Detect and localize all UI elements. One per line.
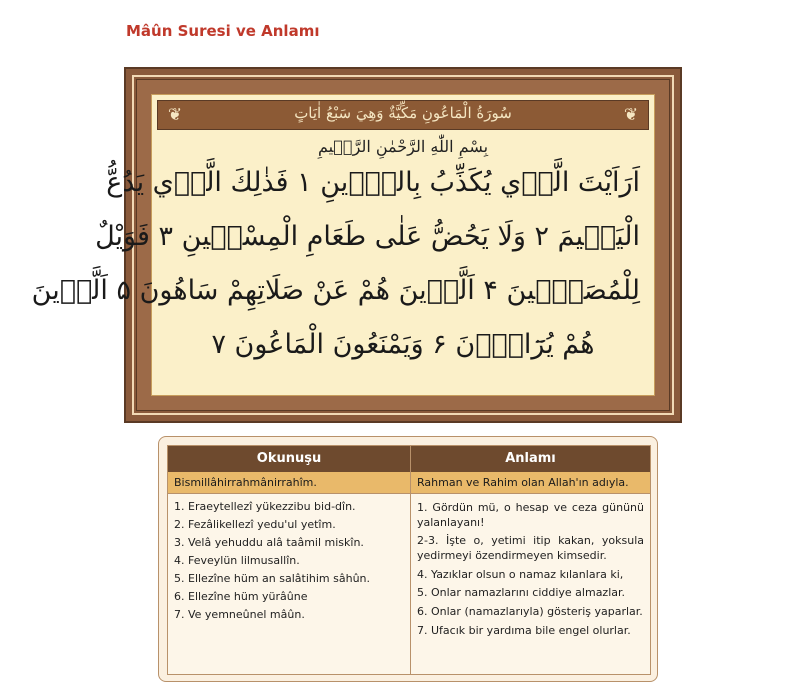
translation-table (167, 445, 651, 675)
reading-row: 6. Ellezîne hüm yürâûne (174, 590, 308, 603)
sura-header-text: سُورَةُ الْمَاعُونِ مَكِّيَّةٌ وَهِيَ سَبْعُ اٰيَاتٍ (294, 104, 512, 122)
reading-column (168, 446, 411, 674)
reading-list (168, 494, 410, 624)
verse-line-3: لِلْمُصَلّ۪ينَ ۴ اَلَّذ۪ينَ هُمْ عَنْ صَلَاتِهِمْ سَاهُونَ ۵ اَلَّذ۪ينَ (31, 275, 640, 306)
basmala: بِسْمِ اللّٰهِ الرَّحْمٰنِ الرَّح۪يمِ (317, 137, 489, 156)
meaning-row: 5. Onlar namazlarını ciddiye almazlar. (417, 586, 626, 599)
verse-line-4: هُمْ يُرَٓاؤُ۫نَ ۶ وَيَمْنَعُونَ الْمَاعُونَ ۷ (211, 329, 595, 360)
meaning-row: 7. Ufacık bir yardıma bile engel olurlar. (417, 624, 631, 637)
meaning-column (411, 446, 650, 674)
sura-frame (31, 67, 682, 423)
page-title: Mâûn Suresi ve Anlamı (126, 22, 320, 40)
meaning-list (411, 494, 650, 640)
ornament-icon: ❦ (623, 105, 639, 125)
translation-table-card (158, 436, 658, 682)
sura-header-band (157, 100, 649, 130)
reading-row: 7. Ve yemneûnel mâûn. (174, 608, 305, 621)
meaning-row: 2-3. İşte o, yetimi itip kakan, yoksula yedirmeyi özendirmeyen kimsedir. (417, 534, 644, 562)
sura-parchment (31, 94, 655, 396)
meaning-header: Anlamı (411, 446, 650, 472)
reading-row: 4. Feveylün lilmusallîn. (174, 554, 300, 567)
reading-row: 5. Ellezîne hüm an salâtihim sâhûn. (174, 572, 371, 585)
meaning-row: 4. Yazıklar olsun o namaz kılanlara ki, (417, 568, 624, 581)
reading-basmala: Bismillâhirrahmânirrahîm. (168, 472, 410, 494)
verse-line-2: الْيَت۪يمَ ۲ وَلَا يَحُضُّ عَلٰى طَعَامِ الْمِسْك۪ينِ ۳ فَوَيْلٌ (95, 221, 640, 252)
reading-row: 1. Eraeytellezî yükezzibu bid-dîn. (174, 500, 356, 513)
ornament-icon: ❦ (167, 105, 183, 125)
verse-line-1: اَرَاَيْتَ الَّذ۪ي يُكَذِّبُ بِالدّ۪ينِ ۱ فَذٰلِكَ الَّذ۪ي يَدُعُّ (106, 167, 640, 198)
meaning-row: 1. Gördün mü, o hesap ve ceza gününü yalanlayanı! (417, 501, 644, 529)
meaning-basmala: Rahman ve Rahim olan Allah'ın adıyla. (411, 472, 650, 494)
reading-row: 3. Velâ yehuddu alâ taâmil miskîn. (174, 536, 364, 549)
meaning-row: 6. Onlar (namazlarıyla) gösteriş yaparlar. (417, 605, 643, 618)
reading-row: 2. Fezâlikellezî yedu'ul yetîm. (174, 518, 336, 531)
reading-header: Okunuşu (168, 446, 410, 472)
